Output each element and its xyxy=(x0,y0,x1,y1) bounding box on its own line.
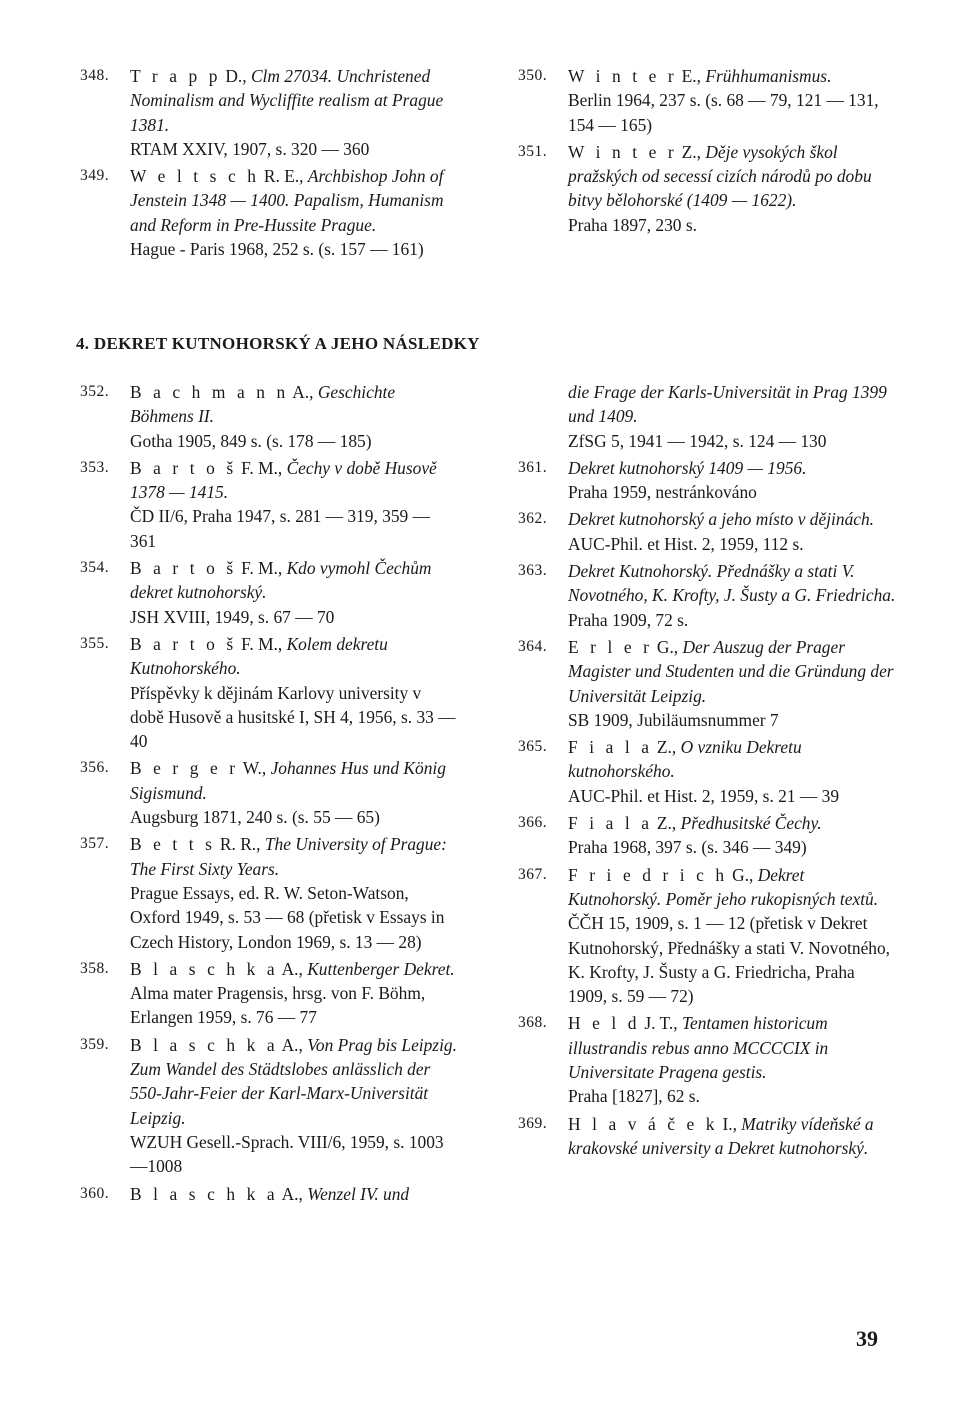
entry-author: T r a p p xyxy=(130,66,221,86)
entry-number: 365. xyxy=(518,738,548,756)
entry-author-initials: R. E., xyxy=(259,166,308,187)
bibliography-entry xyxy=(518,1011,896,1108)
entry-author: B e t t s xyxy=(130,834,216,855)
entry-title: Der Auszug der Prager Magister und Studenten und die Gründung der Universität Leipzig. xyxy=(568,636,894,706)
top-left-column xyxy=(80,64,458,264)
page-number: 39 xyxy=(856,1326,878,1351)
entry-author-initials: Z., xyxy=(652,737,681,758)
entry-number: 349. xyxy=(80,167,110,185)
entry-title: Geschichte Böhmens II. xyxy=(130,382,396,427)
entry-author-initials: A., xyxy=(278,1034,308,1055)
entry-author-initials: G., xyxy=(652,636,683,657)
entry-author: B a r t o š xyxy=(130,457,237,478)
entry-author-initials: J. T., xyxy=(640,1013,682,1034)
entry-author-initials: F. M., xyxy=(236,633,287,654)
entry-publication: AUC-Phil. et Hist. 2, 1959, s. 21 — 39 xyxy=(568,785,840,806)
entry-number: 353. xyxy=(80,458,110,476)
bibliography-entry xyxy=(80,456,458,553)
bibliography-entry xyxy=(518,140,896,237)
entry-author: F i a l a xyxy=(568,813,653,834)
entry-number: 366. xyxy=(518,814,548,832)
bibliography-entry xyxy=(518,456,896,505)
entry-title: Archbishop John of Jenstein 1348 — 1400. Papalism, Humanism and Reform in Pre-Hussite Prague. xyxy=(130,166,444,235)
entry-publication: ČČH 15, 1909, s. 1 — 12 (přetisk v Dekret Kutnohorský, Přednášky a stati V. Novotného, K. Krofty, J. Šusty a G. Friedricha, Praha 1909, s. 59 — 72) xyxy=(568,913,891,1007)
entry-publication: Praha 1959, nestránkováno xyxy=(568,482,757,503)
entry-number: 348. xyxy=(80,67,110,84)
bibliography-entry xyxy=(80,380,458,453)
bibliography-entry xyxy=(518,64,896,137)
entry-number: 368. xyxy=(518,1014,548,1032)
bibliography-entry xyxy=(80,1182,458,1206)
entry-publication: AUC-Phil. et Hist. 2, 1959, 112 s. xyxy=(568,533,804,554)
entry-author: W i n t e r xyxy=(568,66,678,86)
entry-number: 354. xyxy=(80,559,110,577)
entry-title: Dekret Kutnohorský. Poměr jeho rukopisných textů. xyxy=(568,864,879,909)
bibliography-entry xyxy=(518,635,896,732)
entry-title: Dekret kutnohorský 1409 — 1956. xyxy=(568,457,807,478)
entry-author-initials: G., xyxy=(727,864,758,885)
entry-publication: Příspěvky k dějinám Karlovy university v době Husově a husitské I, SH 4, 1956, s. 33 — 40 xyxy=(130,682,456,752)
entry-title: Kolem dekretu Kutnohorského. xyxy=(130,633,388,679)
entry-author: B l a s c h k a xyxy=(130,1034,279,1055)
entry-publication: JSH XVIII, 1949, s. 67 — 70 xyxy=(130,606,335,627)
bibliography-entry xyxy=(80,556,458,629)
entry-publication: Hague - Paris 1968, 252 s. (s. 157 — 161) xyxy=(130,239,424,260)
bibliography-entry xyxy=(80,164,458,261)
bibliography-entry xyxy=(80,64,458,161)
continued-entry xyxy=(518,380,896,453)
entry-publication: Augsburg 1871, 240 s. (s. 55 — 65) xyxy=(130,807,380,828)
entry-publication: WZUH Gesell.-Sprach. VIII/6, 1959, s. 1003—1008 xyxy=(130,1131,444,1177)
entry-title: Matriky vídeňské a krakovské university a Dekret kutnohorský. xyxy=(568,1113,874,1158)
bibliography-entry xyxy=(518,1112,896,1161)
entry-number: 356. xyxy=(80,759,110,777)
entry-title: Dekret Kutnohorský. Přednášky a stati V. Novotného, K. Krofty, J. Šusty a G. Friedricha. xyxy=(568,561,896,606)
entry-title: Dekret kutnohorský a jeho místo v dějinách. xyxy=(568,509,875,530)
entry-author-initials: A., xyxy=(278,1183,308,1204)
entry-author: B a c h m a n n xyxy=(130,382,289,402)
entry-author-initials: E., xyxy=(677,66,706,86)
entry-title: Von Prag bis Leipzig. Zum Wandel des Städtslobes anlässlich der 550-Jahr-Feier der Karl-Marx-Universität Leipzig. xyxy=(130,1034,457,1128)
entry-author-initials: W., xyxy=(238,758,271,779)
entry-title: Kuttenberger Dekret. xyxy=(307,958,455,979)
bottom-right-column xyxy=(518,380,896,1163)
entry-publication: Berlin 1964, 237 s. (s. 68 — 79, 121 — 131, 154 — 165) xyxy=(568,90,879,135)
entry-publication: ZfSG 5, 1941 — 1942, s. 124 — 130 xyxy=(568,430,827,451)
entry-title: die Frage der Karls-Universität in Prag 1399 und 1409. xyxy=(568,382,887,427)
entry-number: 352. xyxy=(80,383,110,400)
entry-publication: Alma mater Pragensis, hrsg. von F. Böhm, Erlangen 1959, s. 76 — 77 xyxy=(130,983,426,1028)
entry-number: 351. xyxy=(518,142,548,160)
entry-author: B l a s c h k a xyxy=(130,1183,279,1204)
entry-publication: SB 1909, Jubiläumsnummer 7 xyxy=(568,709,779,730)
entry-author-initials: D., xyxy=(221,66,251,86)
entry-title: Kdo vymohl Čechům dekret kutnohorský. xyxy=(130,558,432,603)
entry-author: W i n t e r xyxy=(568,141,678,162)
entry-author: B a r t o š xyxy=(130,558,237,579)
entry-number: 357. xyxy=(80,835,110,853)
entry-publication: Prague Essays, ed. R. W. Seton-Watson, Oxford 1949, s. 53 — 68 (přetisk v Essays in Czech History, London 1969, s. 13 — 28) xyxy=(130,882,445,952)
entry-author-initials: R. R., xyxy=(215,834,265,855)
entry-number: 355. xyxy=(80,634,110,652)
bibliography-entry xyxy=(518,863,896,1009)
entry-publication: ČD II/6, Praha 1947, s. 281 — 319, 359 — 361 xyxy=(130,506,430,551)
entry-number: 359. xyxy=(80,1035,110,1053)
entry-publication: Praha 1909, 72 s. xyxy=(568,609,689,630)
entry-title: Tentamen historicum illustrandis rebus anno MCCCCIX in Universitate Pragena gestis. xyxy=(568,1013,829,1083)
top-right-column xyxy=(518,64,896,240)
entry-author-initials: I., xyxy=(718,1113,742,1134)
entry-title: Děje vysokých škol pražských od secessí cizích národů po dobu bitvy bělohorské (1409 — 1622). xyxy=(568,141,872,211)
entry-publication: Praha 1897, 230 s. xyxy=(568,214,697,235)
entry-number: 367. xyxy=(518,865,548,883)
entry-title: Johannes Hus und König Sigismund. xyxy=(130,758,446,803)
bibliography-entry xyxy=(518,735,896,808)
entry-author: B e r g e r xyxy=(130,758,239,779)
bottom-left-column xyxy=(80,380,458,1209)
entry-publication: RTAM XXIV, 1907, s. 320 — 360 xyxy=(130,138,370,159)
entry-number: 369. xyxy=(518,1114,548,1132)
entry-title: The University of Prague: The First Sixty Years. xyxy=(130,834,447,879)
entry-author-initials: A., xyxy=(278,958,308,979)
entry-title: Předhusitské Čechy. xyxy=(680,813,822,834)
bibliography-entry xyxy=(518,559,896,632)
entry-author-initials: F. M., xyxy=(236,457,287,478)
entry-publication: Praha 1968, 397 s. (s. 346 — 349) xyxy=(568,837,807,858)
entry-author-initials: Z., xyxy=(652,813,681,834)
bibliography-entry xyxy=(518,507,896,556)
entry-number: 363. xyxy=(518,562,548,580)
entry-title: Čechy v době Husově 1378 — 1415. xyxy=(130,457,437,503)
bibliography-entry xyxy=(80,756,458,829)
entry-author: H l a v á č e k xyxy=(568,1113,719,1134)
entry-author: B a r t o š xyxy=(130,633,237,654)
bibliography-entry xyxy=(80,1033,458,1179)
entry-author-initials: A., xyxy=(288,382,318,402)
entry-title: Frühhumanismus. xyxy=(705,66,832,86)
entry-author-initials: Z., xyxy=(677,141,706,162)
entry-number: 362. xyxy=(518,510,548,528)
entry-author: B l a s c h k a xyxy=(130,958,279,979)
entry-title: Clm 27034. Unchristened Nominalism and Wycliffite realism at Prague 1381. xyxy=(130,66,444,135)
entry-number: 358. xyxy=(80,959,110,977)
entry-author: F i a l a xyxy=(568,737,653,758)
entry-author: W e l t s c h xyxy=(130,166,260,187)
entry-author: E r l e r xyxy=(568,636,653,657)
entry-publication: Praha [1827], 62 s. xyxy=(568,1086,700,1107)
entry-number: 360. xyxy=(80,1184,110,1202)
bibliography-entry xyxy=(80,632,458,753)
entry-number: 364. xyxy=(518,637,548,655)
bibliography-entry xyxy=(80,832,458,953)
bibliography-entry xyxy=(518,811,896,860)
entry-author-initials: F. M., xyxy=(236,558,287,579)
entry-author: H e l d xyxy=(568,1013,641,1034)
entry-author: F r i e d r i c h xyxy=(568,864,728,885)
entry-number: 350. xyxy=(518,67,548,84)
entry-number: 361. xyxy=(518,458,548,476)
bibliography-entry xyxy=(80,957,458,1030)
entry-title: O vzniku Dekretu kutnohorského. xyxy=(568,737,802,782)
entry-title: Wenzel IV. und xyxy=(307,1183,410,1204)
section-heading: 4. DEKRET KUTNOHORSKÝ A JEHO NÁSLEDKY xyxy=(76,334,480,353)
entry-publication: Gotha 1905, 849 s. (s. 178 — 185) xyxy=(130,430,372,451)
